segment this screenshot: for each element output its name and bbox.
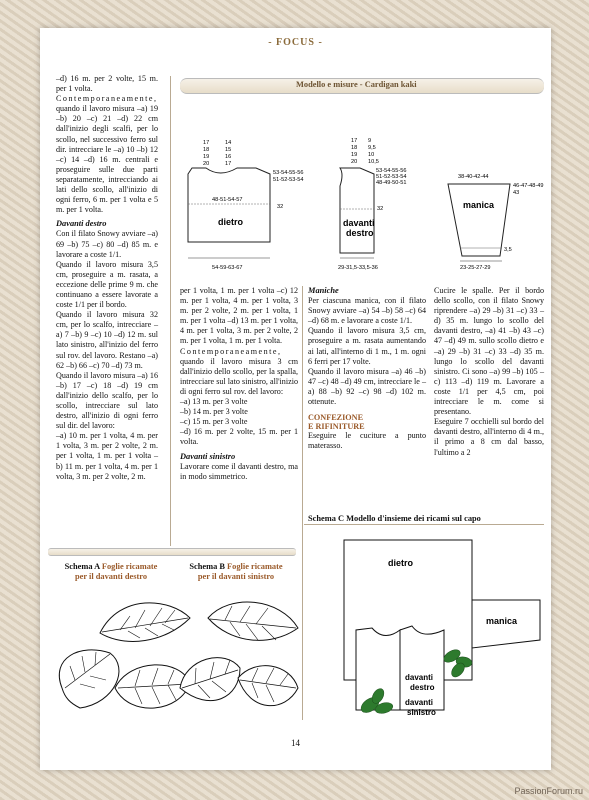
watermark: PassionForum.ru — [514, 786, 583, 796]
davanti-side2: 51-52-53-54 — [376, 174, 407, 180]
manica-bottom: 23-25-27-29 — [460, 265, 491, 271]
schema-c-davanti-sinistro: sinistro — [407, 708, 436, 717]
column-divider — [302, 286, 303, 720]
paragraph: Quando il lavoro misura –a) 16 –b) 17 –c) 18 –d) 19 cm dall'inizio dello scalfo, per lo scollo, intrecciare sul lato destro, all'inizio di ogni ferro sul dir. del lavoro: — [56, 370, 158, 431]
section-heading-maniche: Maniche — [308, 286, 339, 295]
dietro-schematic — [188, 140, 303, 271]
schema-ab-banner — [48, 548, 296, 556]
schema-b-lead: Schema B — [189, 562, 228, 571]
line: –b) 14 m. per 3 volte — [180, 407, 248, 417]
schema-a-title — [52, 562, 170, 582]
line: –d) 16 m. per 2 volte, 15 m. per 1 volta. — [180, 427, 298, 447]
dietro-left-num: 18 — [203, 147, 210, 153]
dietro-inner-width: 48-51-54-57 — [212, 197, 243, 203]
dietro-label: dietro — [218, 217, 244, 227]
schema-c-lead: Schema C — [308, 514, 347, 523]
text-column-2 — [180, 286, 298, 482]
schema-c-manica: manica — [486, 616, 518, 626]
text-column-4 — [434, 286, 544, 458]
schema-c-davanti-sinistro: davanti — [405, 698, 434, 707]
davanti-height: 32 — [377, 206, 384, 212]
schema-c-davanti-destro: davanti — [405, 673, 434, 682]
manica-schematic — [448, 174, 543, 271]
dietro-bottom: 54-59-63-67 — [212, 265, 243, 271]
paragraph: –d) 16 m. per 2 volte, 15 m. per 1 volta. — [56, 74, 158, 94]
schema-c-main-title: Modello d'insieme dei ricami sul capo — [346, 514, 481, 523]
dietro-side2: 51-52-53-54 — [273, 177, 304, 183]
schema-b-leaves — [180, 602, 298, 706]
paragraph — [180, 347, 298, 397]
section-heading-davanti-destro: Davanti destro — [56, 219, 107, 229]
dietro-right-num: 16 — [225, 154, 232, 160]
paragraph: Lavorare come il davanti destro, ma in modo simmetrico. — [180, 461, 298, 481]
schema-c-dietro: dietro — [388, 558, 414, 568]
line: –c) 15 m. per 3 volte — [180, 417, 248, 427]
section-heading-confezione: CONFEZIONE E RIFINITURE — [308, 413, 365, 432]
manica-side2: 43 — [513, 190, 520, 196]
running-header: - FOCUS - — [268, 37, 323, 48]
schema-b-title1: Foglie ricamate — [227, 562, 283, 571]
manica-label: manica — [463, 200, 495, 210]
paragraph: Eseguire le cuciture a punto materasso. — [308, 431, 426, 451]
davanti-label: davanti — [343, 218, 375, 228]
paragraph: Cucire le spalle. Per il bordo dello scollo, con il filato Snowy riprendere –a) 29 –b) 31 –c) 33 –d) 35 m. lungo lo scollo del davanti destro, –a) 41 –b) 43 –c) 47 –d) 49 m. sullo scollo dietro e –a) 29 –b) 31 –c) 33 –d) 35 m. lungo lo scollo del davanti sinistro. Ci sono –a) 99 –b) 105 –c) 113 –d) 119 m. Lavorare a coste 1/1 per 4,5 cm, poi intrecciare le m. come si presentano. — [434, 286, 544, 417]
dietro-right-num: 14 — [225, 140, 232, 146]
text-column-3 — [308, 286, 426, 451]
davanti-left-num: 19 — [351, 152, 358, 158]
davanti-destro-schematic — [338, 138, 406, 271]
schema-a-title1: Foglie ricamate — [101, 562, 158, 571]
dietro-left-num: 20 — [203, 161, 210, 167]
paragraph-body: quando il lavoro misura 3 cm dall'inizio dello scollo, per la spalla, intrecciare sul lato sinistro, all'inizio di ogni ferro sul rov. del lavoro: — [180, 356, 298, 396]
davanti-label: destro — [346, 228, 374, 238]
davanti-side1: 53-54-55-56 — [376, 168, 407, 174]
dietro-side1: 53-54-55-56 — [273, 170, 304, 176]
paragraph: Per ciascuna manica, con il filato Snowy avviare –a) 54 –b) 58 –c) 64 –d) 68 m. e lavorare a coste 1/1. — [308, 296, 426, 326]
schema-c-davanti-destro: destro — [410, 683, 435, 692]
paragraph-body: quando il lavoro misura –a) 19 –b) 20 –c) 21 –d) 22 cm dall'inizio degli scalfi, per lo scollo, nel successivo ferro sul dir. intrecciare le –a) 10 –b) 12 –c) 14 –d) 16 m. centrali e proseguire sulle due parti separatamente, intrecciando ai lati dello scollo, all'inizio di ogni ferro, 6 m. per 1 volta e 5 m. per 1 volta. — [56, 104, 158, 215]
paragraph: Quando il lavoro misura 3,5 cm, proseguire a m. rasata aumentando ai lati, all'interno di 1 m., 1 m. ogni 6 ferri per 17 volte. — [308, 326, 426, 366]
schema-b-title — [172, 562, 300, 582]
page-number: 14 — [291, 738, 300, 748]
davanti-right-num: 10,5 — [368, 159, 379, 165]
davanti-side3: 48-49-50-51 — [376, 180, 407, 186]
line: –a) 13 m. per 3 volte — [180, 397, 248, 407]
dietro-left-num: 19 — [203, 154, 210, 160]
davanti-left-num: 17 — [351, 138, 358, 144]
schema-a-leaves — [59, 603, 190, 708]
davanti-bottom: 29-31,5-33,5-36 — [338, 265, 378, 271]
diagram-title: Modello e misure - Cardigan kaki — [296, 80, 417, 89]
paragraph: Quando il lavoro misura –a) 46 –b) 47 –c) 48 –d) 49 cm, intrecciare le –a) 88 –b) 92 –c) 98 –d) 102 m. ottenute. — [308, 366, 426, 407]
schema-c-diagram — [304, 530, 544, 720]
paragraph: Quando il lavoro misura 3,5 cm, proseguire a m. rasata, a eccezione delle prime 9 m. che continuano a essere lavorate a coste 1/1 per il bordo. — [56, 259, 158, 310]
dietro-left-num: 17 — [203, 140, 210, 146]
emphasis-lead: Contemporaneamente, — [180, 346, 282, 356]
manica-top: 38-40-42-44 — [458, 174, 489, 180]
paragraph: Eseguire 7 occhielli sul bordo del davanti destro, all'interno di 4 m., il primo a 8 cm dal basso, l'ultimo a 2 — [434, 417, 544, 457]
davanti-right-num: 9,5 — [368, 145, 376, 151]
davanti-right-num: 10 — [368, 152, 375, 158]
schema-c-title — [308, 514, 544, 524]
dietro-height: 32 — [277, 204, 284, 210]
schema-c-rule — [304, 524, 544, 525]
davanti-right-num: 9 — [368, 138, 372, 144]
paragraph: –a) 10 m. per 1 volta, 4 m. per 1 volta, 3 m. per 2 volte, 2 m. per 1 volta, 1 m. per 1 volta –b) 11 m. per 1 volta, 4 m. per 1 volta, 3 m. per 2 volte, 2 m. — [56, 431, 158, 481]
schema-a-lead: Schema A — [64, 562, 102, 571]
paragraph: per 1 volta, 1 m. per 1 volta –c) 12 m. per 1 volta, 4 m. per 1 volta, 3 m. per 2 volte, 2 m. per 1 volta, 1 m. per 1 volta –d) 13 m. per 1 volta, 4 m. per 1 volta, 3 m. per 2 volte, 2 m. per 1 volta, 1 m. per 1 volta. — [180, 286, 298, 346]
manica-side1: 46-47-48-49 — [513, 183, 544, 189]
dietro-right-num: 17 — [225, 161, 232, 167]
davanti-left-num: 18 — [351, 145, 358, 151]
magazine-page — [40, 28, 551, 770]
dietro-right-num: 15 — [225, 147, 232, 153]
schema-b-title2: per il davanti sinistro — [197, 572, 275, 581]
davanti-left-num: 20 — [351, 159, 358, 165]
section-heading-davanti-sinistro: Davanti sinistro — [180, 451, 236, 461]
pattern-diagrams — [40, 98, 551, 298]
leaf-drawings — [40, 588, 300, 728]
manica-cuff: 3,5 — [504, 247, 512, 253]
emphasis-lead: Contemporaneamente, — [56, 94, 158, 104]
paragraph: Quando il lavoro misura 32 cm, per lo scalfo, intrecciare –a) 7 –b) 9 –c) 10 –d) 12 m. sul lato sinistro, all'inizio del ferro sul rov. del lavoro. Restano –a) 62 –b) 66 –c) 70 –d) 73 m. — [56, 310, 158, 370]
paragraph: Con il filato Snowy avviare –a) 69 –b) 75 –c) 80 –d) 85 m. e lavorare a coste 1/1. — [56, 229, 158, 259]
schema-a-title2: per il davanti destro — [74, 572, 148, 581]
